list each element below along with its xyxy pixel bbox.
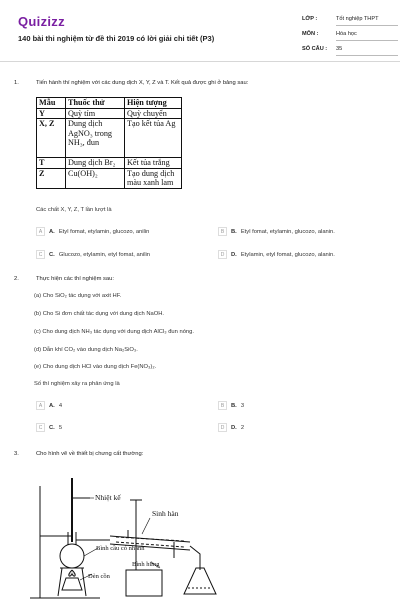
table-cell: Kết tủa trắng xyxy=(125,158,182,169)
meta-value: 35 xyxy=(336,46,343,52)
answer-option-a[interactable] xyxy=(36,401,62,410)
diagram-label: Sinh hàn xyxy=(152,509,179,518)
diagram-label: Bình cầu có nhánh xyxy=(96,545,145,552)
option-badge: A xyxy=(36,227,45,236)
option-text: Glucozo, etylamin, etyl fomat, anilin xyxy=(58,251,150,258)
question-number: 2. xyxy=(14,276,19,282)
answer-option-d[interactable] xyxy=(218,250,335,259)
meta-class xyxy=(302,16,379,22)
question-1 xyxy=(14,80,394,90)
option-badge: D xyxy=(218,423,227,432)
option-key: C. xyxy=(49,424,55,431)
option-badge: D xyxy=(218,250,227,259)
table-row xyxy=(37,108,182,119)
option-badge: C xyxy=(36,423,45,432)
answer-option-a[interactable] xyxy=(36,227,149,236)
results-table xyxy=(36,97,182,189)
option-key: C. xyxy=(49,251,55,258)
option-key: B. xyxy=(231,402,237,409)
table-cell: Quỳ tím xyxy=(66,108,125,119)
option-key: A. xyxy=(49,402,55,409)
table-row xyxy=(37,119,182,158)
statement-item: (e) Cho dung dịch HCl vào dung dịch Fe(NO₃)₂. xyxy=(34,364,157,370)
table-cell: Cu(OH)₂ xyxy=(66,168,125,188)
divider xyxy=(336,40,398,41)
question-text: Cho hình vẽ về thiết bị chưng cất thường: xyxy=(36,451,144,457)
meta-value: Tốt nghiệp THPT xyxy=(336,16,379,22)
table-cell: T xyxy=(37,158,66,169)
question-3 xyxy=(14,451,394,461)
table-header-cell: Thuốc thử xyxy=(66,98,125,109)
option-text: Etyl fomat, etylamin, glucozo, anilin xyxy=(58,228,150,235)
question-text: Tiến hành thí nghiệm với các dung dịch X, Y, Z và T. Kết quả được ghi ở bảng sau: xyxy=(36,80,249,86)
option-text: 4 xyxy=(58,402,63,409)
option-text: Etylamin, etyl fomat, glucozo, alanin. xyxy=(240,251,335,258)
table-cell: Tạo kết tủa Ag xyxy=(125,119,182,158)
table-cell: Tạo dung dịch màu xanh lam xyxy=(125,168,182,188)
statement-item: (c) Cho dung dịch NH₃ tác dụng với dung dịch AlCl₃ đun nóng. xyxy=(34,329,194,335)
header-divider xyxy=(0,61,400,62)
option-text: 5 xyxy=(58,424,63,431)
meta-value: Hóa học xyxy=(336,31,357,37)
document-title: 140 bài thi nghiệm từ đề thi 2019 có lời giải chi tiết (P3) xyxy=(18,34,215,43)
meta-key: SỐ CÂU : xyxy=(302,46,328,52)
option-badge: B xyxy=(218,401,227,410)
option-text: 3 xyxy=(240,402,245,409)
table-cell: Quỳ chuyển xyxy=(125,108,182,119)
answer-option-b[interactable] xyxy=(218,401,244,410)
option-badge: A xyxy=(36,401,45,410)
table-cell: Z xyxy=(37,168,66,188)
question-number: 1. xyxy=(14,80,19,86)
table-row xyxy=(37,168,182,188)
table-header-row xyxy=(37,98,182,109)
answer-option-b[interactable] xyxy=(218,227,335,236)
distillation-apparatus-diagram xyxy=(0,470,400,600)
option-badge: C xyxy=(36,250,45,259)
table-cell: Dung dịch AgNO₃ trong NH₃, đun xyxy=(66,119,125,158)
meta-key: MÔN : xyxy=(302,31,319,37)
answer-option-c[interactable] xyxy=(36,250,150,259)
option-key: A. xyxy=(49,228,55,235)
table-header-cell: Hiện tượng xyxy=(125,98,182,109)
quizizz-logo: Quizizz xyxy=(18,14,65,29)
meta-key: LỚP : xyxy=(302,16,318,22)
question-text: Thực hiện các thí nghiệm sau: xyxy=(36,276,114,282)
option-text: 2 xyxy=(240,424,245,431)
option-key: B. xyxy=(231,228,237,235)
meta-subject xyxy=(302,31,357,37)
table-header-cell: Mẫu xyxy=(37,98,66,109)
table-cell: Dung dịch Br₂ xyxy=(66,158,125,169)
statement-item: (d) Dẫn khí CO₂ vào dung dịch Na₂SiO₃. xyxy=(34,347,138,353)
table-row xyxy=(37,158,182,169)
diagram-label: Bình hứng xyxy=(132,561,160,568)
divider xyxy=(336,25,398,26)
statement-item: (b) Cho Si đơn chất tác dụng với dung dịch NaOH. xyxy=(34,311,165,317)
question-2 xyxy=(14,276,394,286)
meta-count xyxy=(302,46,342,52)
question-prompt: Số thí nghiệm xảy ra phản ứng là xyxy=(34,381,120,387)
question-prompt: Các chất X, Y, Z, T lần lượt là xyxy=(36,207,112,213)
option-key: D. xyxy=(231,251,237,258)
answer-option-d[interactable] xyxy=(218,423,244,432)
diagram-label: Đèn cồn xyxy=(88,573,110,580)
diagram-label: Nhiệt kế xyxy=(95,493,121,502)
table-cell: X, Z xyxy=(37,119,66,158)
option-key: D. xyxy=(231,424,237,431)
statement-item: (a) Cho SiO₂ tác dụng với axit HF. xyxy=(34,293,122,299)
divider xyxy=(336,55,398,56)
answer-option-c[interactable] xyxy=(36,423,62,432)
option-badge: B xyxy=(218,227,227,236)
table-cell: Y xyxy=(37,108,66,119)
question-number: 3. xyxy=(14,451,19,457)
option-text: Etyl fomat, etylamin, glucozo, alanin. xyxy=(240,228,335,235)
